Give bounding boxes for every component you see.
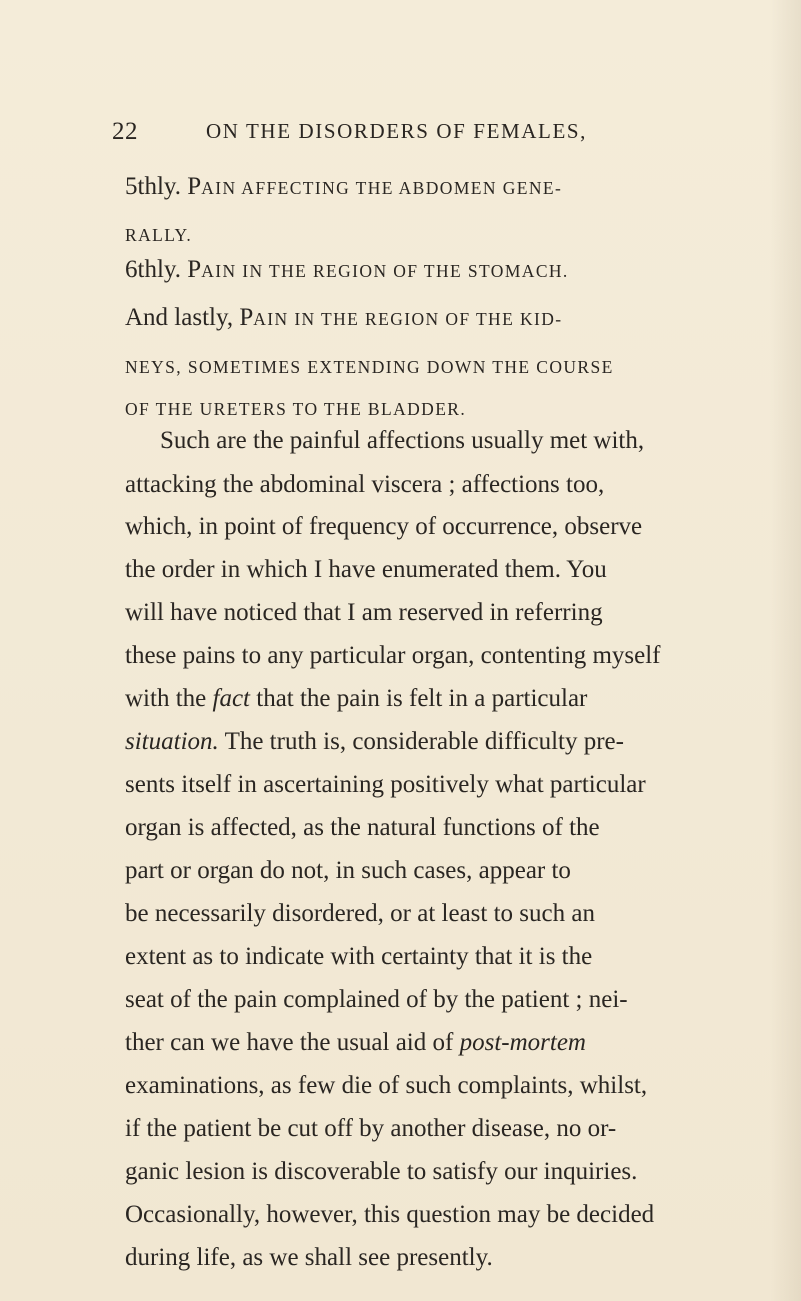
italic-text: fact [212, 685, 250, 712]
body-line: part or organ do not, in such cases, appear to [125, 857, 571, 884]
body-text: ther can we have the usual aid of [125, 1029, 460, 1056]
italic-text: situation. [125, 728, 219, 755]
body-line: the order in which I have enumerated them. You [125, 556, 607, 583]
heading-6thly [125, 256, 569, 284]
heading-lead: 5thly. [125, 173, 182, 200]
heading-5thly-continuation [125, 220, 192, 248]
body-line: will have noticed that I am reserved in referring [125, 599, 603, 626]
heading-5thly [125, 173, 562, 201]
body-line: examinations, as few die of such complaints, whilst, [125, 1072, 648, 1099]
body-line: sents itself in ascertaining positively what particular [125, 771, 646, 798]
body-line: Such are the painful affections usually met with, [160, 427, 645, 454]
body-line [125, 728, 624, 756]
body-line: if the patient be cut off by another disease, no or- [125, 1115, 617, 1142]
heading-lastly-continuation-2 [125, 394, 466, 422]
heading-caption: AIN AFFECTING THE ABDOMEN GENE- [201, 178, 563, 198]
body-line [125, 685, 587, 713]
body-line: these pains to any particular organ, contenting myself [125, 642, 661, 669]
body-line: be necessarily disordered, or at least to such an [125, 900, 595, 927]
body-line: which, in point of frequency of occurrence, observe [125, 513, 643, 540]
body-line: extent as to indicate with certainty that it is the [125, 943, 593, 970]
body-line: during life, as we shall see presently. [125, 1244, 493, 1271]
body-text: that the pain is felt in a particular [250, 685, 588, 712]
heading-caption: AIN IN THE REGION OF THE KID- [253, 309, 563, 329]
heading-initial: P [187, 256, 202, 283]
body-text: The truth is, considerable difficulty pre- [218, 728, 624, 755]
page-header [112, 118, 672, 158]
heading-lastly-continuation-1 [125, 352, 614, 380]
heading-initial: P [187, 173, 202, 200]
heading-caption: AIN IN THE REGION OF THE STOMACH. [201, 261, 569, 281]
heading-caption: RALLY. [125, 225, 193, 245]
heading-lead: 6thly. [125, 256, 182, 283]
body-text: with the [125, 685, 213, 712]
page-number: 22 [112, 118, 138, 145]
body-line: ganic lesion is discoverable to satisfy our inquiries. [125, 1158, 638, 1185]
body-line: seat of the pain complained of by the patient ; nei- [125, 986, 628, 1013]
body-line: attacking the abdominal viscera ; affections too, [125, 471, 605, 498]
body-line [125, 1029, 586, 1057]
body-line: Occasionally, however, this question may be decided [125, 1201, 655, 1228]
heading-caption: OF THE URETERS TO THE BLADDER. [125, 399, 467, 419]
heading-initial: P [239, 304, 254, 331]
running-head: ON THE DISORDERS OF FEMALES, [206, 119, 588, 143]
heading-lead: And lastly, [125, 304, 234, 331]
body-line: organ is affected, as the natural functions of the [125, 814, 600, 841]
italic-text: post-mortem [459, 1029, 586, 1056]
heading-caption: NEYS, SOMETIMES EXTENDING DOWN THE COURSE [125, 357, 614, 377]
heading-lastly [125, 304, 562, 332]
